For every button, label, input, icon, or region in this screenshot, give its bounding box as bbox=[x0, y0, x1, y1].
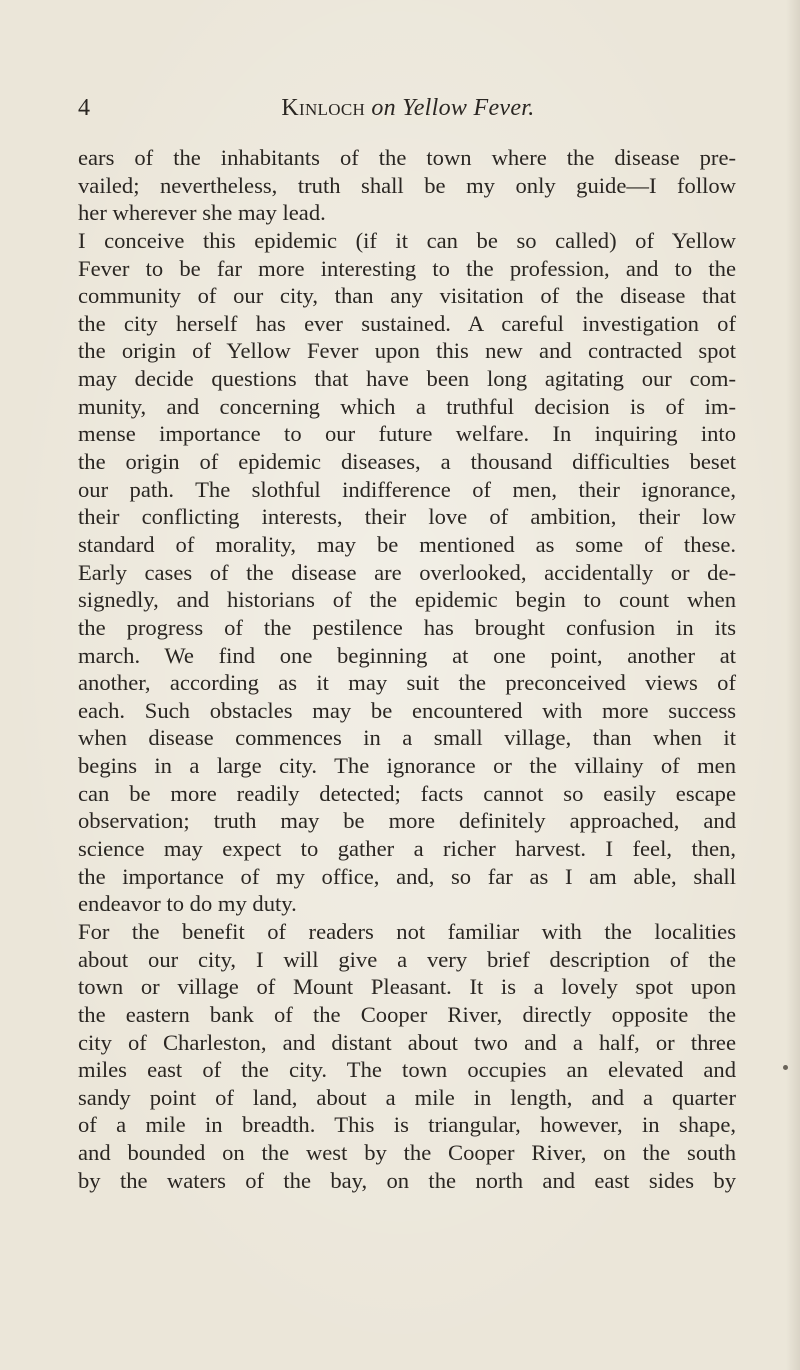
text-line: signedly, and historians of the epidemic begin to count when bbox=[78, 587, 736, 613]
text-line: For the benefit of readers not familiar with the localities bbox=[78, 918, 736, 944]
text-line: when disease commences in a small village, than when it bbox=[78, 725, 736, 751]
text-line: mense importance to our future welfare. In inquiring into bbox=[78, 421, 736, 447]
ink-speck bbox=[783, 1065, 788, 1070]
text-line: may decide questions that have been long agitating our com- bbox=[78, 366, 736, 392]
text-line: each. Such obstacles may be encountered with more success bbox=[78, 697, 736, 723]
text-line: the progress of the pestilence has brought confusion in its bbox=[78, 614, 736, 640]
text-line: another, according as it may suit the preconceived views of bbox=[78, 670, 736, 696]
text-line: of a mile in breadth. This is triangular, however, in shape, bbox=[78, 1112, 736, 1138]
text-line: I conceive this epidemic (if it can be so called) of Yellow bbox=[78, 227, 736, 253]
text-line: community of our city, than any visitation of the disease that bbox=[78, 283, 736, 309]
text-line: vailed; nevertheless, truth shall be my only guide—I follow bbox=[78, 172, 736, 198]
text-line: the origin of Yellow Fever upon this new and contracted spot bbox=[78, 338, 736, 364]
text-line: the eastern bank of the Cooper River, directly opposite the bbox=[78, 1001, 736, 1027]
text-line: begins in a large city. The ignorance or the villainy of men bbox=[78, 753, 736, 779]
page-number: 4 bbox=[78, 95, 90, 121]
text-line: about our city, I will give a very brief description of the bbox=[78, 946, 736, 972]
text-line: observation; truth may be more definitely approached, and bbox=[78, 808, 736, 834]
text-line: Early cases of the disease are overlooked, accidentally or de- bbox=[78, 559, 736, 585]
text-line: her wherever she may lead. bbox=[78, 200, 326, 226]
text-line: sandy point of land, about a mile in length, and a quarter bbox=[78, 1084, 736, 1110]
text-line: science may expect to gather a richer harvest. I feel, then, bbox=[78, 836, 736, 862]
text-line: our path. The slothful indifference of men, their ignorance, bbox=[78, 476, 736, 502]
text-line: can be more readily detected; facts cannot so easily escape bbox=[78, 780, 736, 806]
text-line: munity, and concerning which a truthful decision is of im- bbox=[78, 393, 736, 419]
text-line: and bounded on the west by the Cooper River, on the south bbox=[78, 1140, 736, 1166]
running-title bbox=[78, 91, 738, 125]
text-line: the origin of epidemic diseases, a thousand difficulties beset bbox=[78, 449, 736, 475]
text-line: ears of the inhabitants of the town where the disease pre- bbox=[78, 145, 736, 170]
text-line: miles east of the city. The town occupies an elevated and bbox=[78, 1057, 736, 1083]
text-line: endeavor to do my duty. bbox=[78, 891, 297, 917]
text-line: march. We find one beginning at one point, another at bbox=[78, 642, 736, 668]
text-line: their conflicting interests, their love of ambition, their low bbox=[78, 504, 736, 530]
page-edge-shadow bbox=[786, 0, 800, 1370]
body-text bbox=[78, 144, 736, 1194]
text-line: Fever to be far more interesting to the profession, and to the bbox=[78, 255, 736, 281]
text-line: standard of morality, may be mentioned as some of these. bbox=[78, 531, 736, 557]
running-title-author: Kinloch bbox=[281, 95, 366, 121]
text-line: by the waters of the bay, on the north and east sides by bbox=[78, 1167, 736, 1193]
running-title-connector: on bbox=[365, 95, 403, 121]
text-line: city of Charleston, and distant about two and a half, or three bbox=[78, 1029, 736, 1055]
text-line: the city herself has ever sustained. A careful investigation of bbox=[78, 310, 736, 336]
running-header bbox=[78, 91, 738, 125]
text-line: the importance of my office, and, so far as I am able, shall bbox=[78, 863, 736, 889]
text-line: town or village of Mount Pleasant. It is a lovely spot upon bbox=[78, 974, 736, 1000]
running-title-text: Yellow Fever. bbox=[402, 95, 535, 121]
